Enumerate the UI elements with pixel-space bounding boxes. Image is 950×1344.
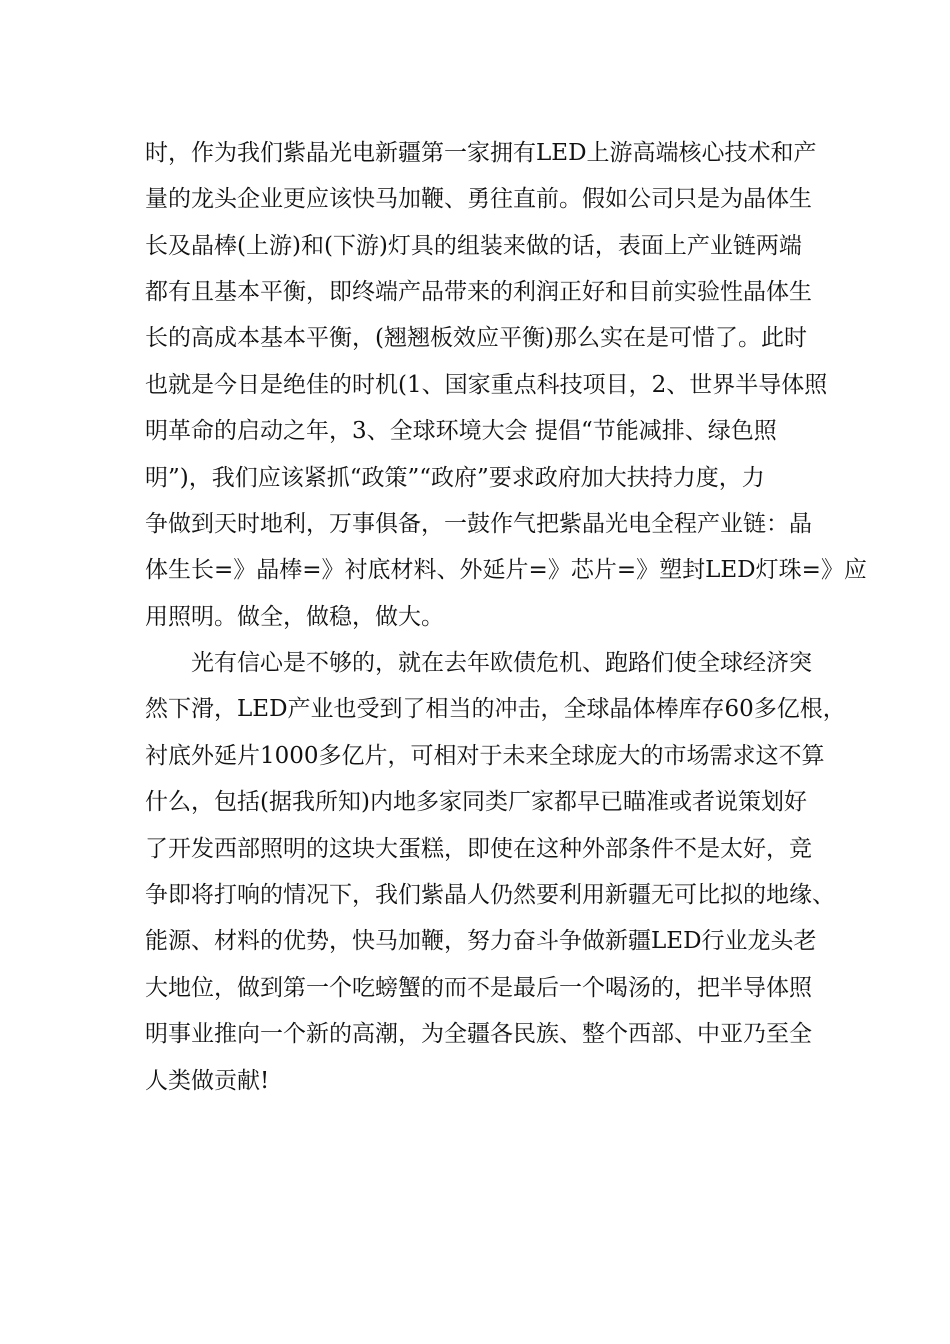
text-line: 了开发西部照明的这块大蛋糕，即使在这种外部条件不是太好，竞 (145, 836, 812, 862)
text-line: 然下滑，LED产业也受到了相当的冲击，全球晶体棒库存60多亿根， (145, 696, 846, 722)
text-line: 明事业推向一个新的高潮，为全疆各民族、整个西部、中亚乃至全 (145, 1021, 812, 1047)
text-line: 大地位，做到第一个吃螃蟹的而不是最后一个喝汤的，把半导体照 (145, 975, 812, 1001)
text-line: 明”)，我们应该紧抓“政策”“政府”要求政府加大扶持力度，力 (145, 465, 765, 491)
text-line: 体生长=》晶棒=》衬底材料、外延片=》芯片=》塑封LED灯珠=》应 (145, 557, 867, 583)
text-line: 能源、材料的优势，快马加鞭，努力奋斗争做新疆LED行业龙头老 (145, 928, 817, 954)
text-line: 用照明。做全，做稳，做大。 (145, 604, 444, 630)
text-line: 明革命的启动之年，3、全球环境大会 提倡“节能减排、绿色照 (145, 418, 777, 444)
text-line: 长的高成本基本平衡，(翘翘板效应平衡)那么实在是可惜了。此时 (145, 325, 807, 351)
text-line: 争做到天时地利，万事俱备，一鼓作气把紫晶光电全程产业链：晶 (145, 511, 812, 537)
text-line: 人类做贡献! (145, 1068, 270, 1094)
text-line: 也就是今日是绝佳的时机(1、国家重点科技项目，2、世界半导体照 (145, 372, 828, 398)
text-line: 都有且基本平衡，即终端产品带来的利润正好和目前实验性晶体生 (145, 279, 812, 305)
text-line: 时，作为我们紫晶光电新疆第一家拥有LED上游高端核心技术和产 (145, 140, 817, 166)
text-line: 量的龙头企业更应该快马加鞭、勇往直前。假如公司只是为晶体生 (145, 186, 812, 212)
text-line: 什么，包括(据我所知)内地多家同类厂家都早已瞄准或者说策划好 (145, 789, 807, 815)
text-line: 长及晶棒(上游)和(下游)灯具的组装来做的话，表面上产业链两端 (145, 233, 802, 259)
paragraph-first-line: 光有信心是不够的，就在去年欧债危机、跑路们使全球经济突 (191, 650, 812, 676)
text-line: 争即将打响的情况下，我们紫晶人仍然要利用新疆无可比拟的地缘、 (145, 882, 835, 908)
text-line: 衬底外延片1000多亿片，可相对于未来全球庞大的市场需求这不算 (145, 743, 825, 769)
